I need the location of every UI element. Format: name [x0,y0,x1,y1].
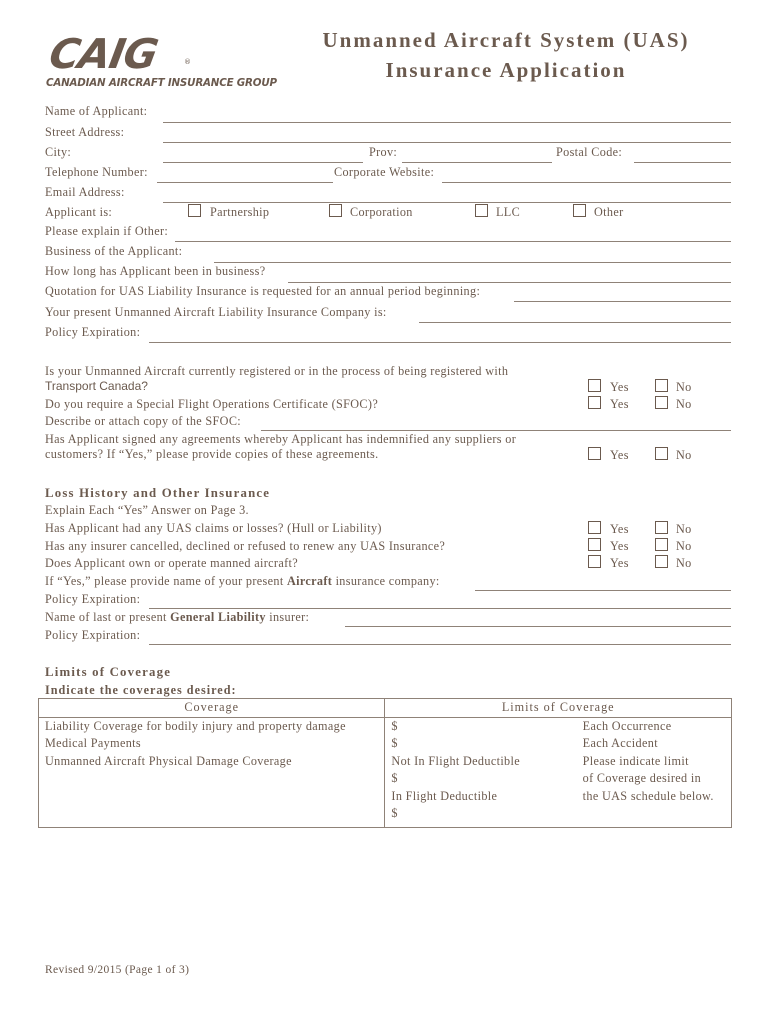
physical-damage-limits-cell [385,753,577,828]
quotation-period-field[interactable] [514,301,731,302]
indemnified-question-line2: customers? If “Yes,” please provide copies of these agreements. [45,447,379,461]
telephone-field[interactable] [157,182,333,183]
present-insurance-company-field[interactable] [419,322,731,323]
other-checkbox[interactable] [573,204,586,217]
policy-expiration-label: Policy Expiration: [45,325,141,339]
form-title-line2: Insurance Application [385,58,627,82]
business-of-applicant-label: Business of the Applicant: [45,244,183,258]
partnership-checkbox[interactable] [188,204,201,217]
manned-aircraft-question: Does Applicant own or operate manned aircraft? [45,556,298,570]
not-in-flight-deductible-amount[interactable]: $ [391,771,398,785]
sfoc-no-checkbox[interactable] [655,396,668,409]
gl-insurer-label [45,610,309,625]
years-in-business-label: How long has Applicant been in business? [45,264,266,278]
city-label: City: [45,145,72,159]
caig-logo: CAIG [45,30,161,78]
explain-yes-note: Explain Each “Yes” Answer on Page 3. [45,503,249,517]
gl-insurer-label-pre: Name of last or present [45,610,171,624]
coverage-table-header [39,699,732,718]
gl-insurer-label-post: insurer: [265,610,310,624]
prov-field[interactable] [402,162,552,163]
name-of-applicant-label: Name of Applicant: [45,104,148,118]
cancelled-yes-label: Yes [610,539,629,553]
indemnified-yes-label: Yes [610,448,629,462]
gl-policy-expiration-field[interactable] [149,644,731,645]
corporation-checkbox[interactable] [329,204,342,217]
cancelled-question: Has any insurer cancelled, declined or refused to renew any UAS Insurance? [45,539,446,553]
telephone-label: Telephone Number: [45,165,148,179]
loss-history-heading: Loss History and Other Insurance [45,486,271,500]
liability-coverage-cell: Liability Coverage for bodily injury and property damage [39,717,385,735]
policy-expiration-field[interactable] [149,342,731,343]
aircraft-insurer-label [45,574,440,589]
email-field[interactable] [163,202,731,203]
aircraft-insurer-field[interactable] [475,590,731,591]
aircraft-insurer-label-pre: If “Yes,” please provide name of your present [45,574,287,588]
revision-footer: Revised 9/2015 (Page 1 of 3) [45,964,190,976]
postal-code-field[interactable] [634,162,731,163]
gl-insurer-label-bold: General Liability [170,610,266,624]
prov-label: Prov: [369,145,398,159]
present-insurance-company-label: Your present Unmanned Aircraft Liability Insurance Company is: [45,305,387,319]
aircraft-insurer-label-bold: Aircraft [286,574,333,588]
llc-label: LLC [496,205,521,219]
registered-yes-checkbox[interactable] [588,379,601,392]
claims-yes-label: Yes [610,522,629,536]
in-flight-deductible-amount[interactable]: $ [391,806,398,820]
partnership-label: Partnership [210,205,270,219]
limits-column-header: Limits of Coverage [385,699,732,718]
medical-limit-cell[interactable]: $ [391,736,398,750]
cancelled-no-label: No [676,539,692,553]
claims-no-label: No [676,522,692,536]
table-row [39,753,732,828]
limits-of-coverage-heading: Limits of Coverage [45,665,172,679]
physical-damage-note-line1: Please indicate limit [582,753,689,768]
manned-no-label: No [676,556,692,570]
sfoc-question: Do you require a Special Flight Operations Certificate (SFOC)? [45,397,379,411]
form-title-line1: Unmanned Aircraft System (UAS) [322,28,690,52]
claims-question: Has Applicant had any UAS claims or losses? (Hull or Liability) [45,521,382,535]
corporation-label: Corporation [350,205,413,219]
indemnified-question-line1: Has Applicant signed any agreements whereby Applicant has indemnified any suppliers or [45,432,517,446]
sfoc-describe-field[interactable] [261,430,731,431]
gl-policy-expiration-label: Policy Expiration: [45,628,141,642]
physical-damage-note-line3: the UAS schedule below. [582,788,714,803]
coverage-table [38,698,732,828]
table-row [39,735,732,753]
registered-yes-label: Yes [610,380,629,394]
claims-no-checkbox[interactable] [655,521,668,534]
in-flight-deductible-label: In Flight Deductible [391,788,498,803]
physical-damage-cell: Unmanned Aircraft Physical Damage Coverage [39,753,385,828]
other-label: Other [594,205,624,219]
corporate-website-field[interactable] [442,182,731,183]
email-label: Email Address: [45,185,125,199]
registered-question-line2: Transport Canada? [45,379,148,393]
coverage-column-header: Coverage [39,699,385,718]
indemnified-yes-checkbox[interactable] [588,447,601,460]
table-row [39,717,732,735]
years-in-business-field[interactable] [288,282,731,283]
registered-question-line1: Is your Unmanned Aircraft currently registered or in the process of being registered with [45,364,509,378]
registered-no-label: No [676,380,692,394]
explain-other-field[interactable] [175,241,731,242]
not-in-flight-deductible-label: Not In Flight Deductible [391,753,520,768]
aircraft-insurer-label-post: insurance company: [332,574,440,588]
street-address-label: Street Address: [45,125,125,139]
claims-yes-checkbox[interactable] [588,521,601,534]
medical-per-cell: Each Accident [577,735,732,753]
sfoc-describe-label: Describe or attach copy of the SFOC: [45,414,242,428]
business-of-applicant-field[interactable] [214,262,731,263]
liability-limit-cell[interactable]: $ [391,718,398,733]
manned-no-checkbox[interactable] [655,555,668,568]
name-of-applicant-field[interactable] [163,122,731,123]
coverages-desired-subheading: Indicate the coverages desired: [45,683,237,697]
registered-no-checkbox[interactable] [655,379,668,392]
aircraft-policy-expiration-label: Policy Expiration: [45,592,141,606]
aircraft-policy-expiration-field[interactable] [149,608,731,609]
street-address-field[interactable] [163,142,731,143]
corporate-website-label: Corporate Website: [334,165,435,179]
quotation-period-label: Quotation for UAS Liability Insurance is requested for an annual period beginning: [45,284,481,298]
cancelled-no-checkbox[interactable] [655,538,668,551]
indemnified-no-label: No [676,448,692,462]
manned-yes-checkbox[interactable] [588,555,601,568]
sfoc-no-label: No [676,397,692,411]
logo-subtitle: CANADIAN AIRCRAFT INSURANCE GROUP [46,77,277,89]
sfoc-yes-label: Yes [610,397,629,411]
liability-per-cell: Each Occurrence [577,717,732,735]
gl-insurer-field[interactable] [345,626,731,627]
applicant-type-label: Applicant is: [45,205,113,219]
llc-checkbox[interactable] [475,204,488,217]
sfoc-yes-checkbox[interactable] [588,396,601,409]
city-field[interactable] [163,162,363,163]
cancelled-yes-checkbox[interactable] [588,538,601,551]
medical-payments-cell: Medical Payments [39,735,385,753]
registered-mark-icon: ® [184,58,192,66]
postal-code-label: Postal Code: [556,145,623,159]
physical-damage-note-line2: of Coverage desired in [582,771,702,785]
manned-yes-label: Yes [610,556,629,570]
physical-damage-note-cell [577,753,732,828]
indemnified-no-checkbox[interactable] [655,447,668,460]
explain-other-label: Please explain if Other: [45,224,169,238]
